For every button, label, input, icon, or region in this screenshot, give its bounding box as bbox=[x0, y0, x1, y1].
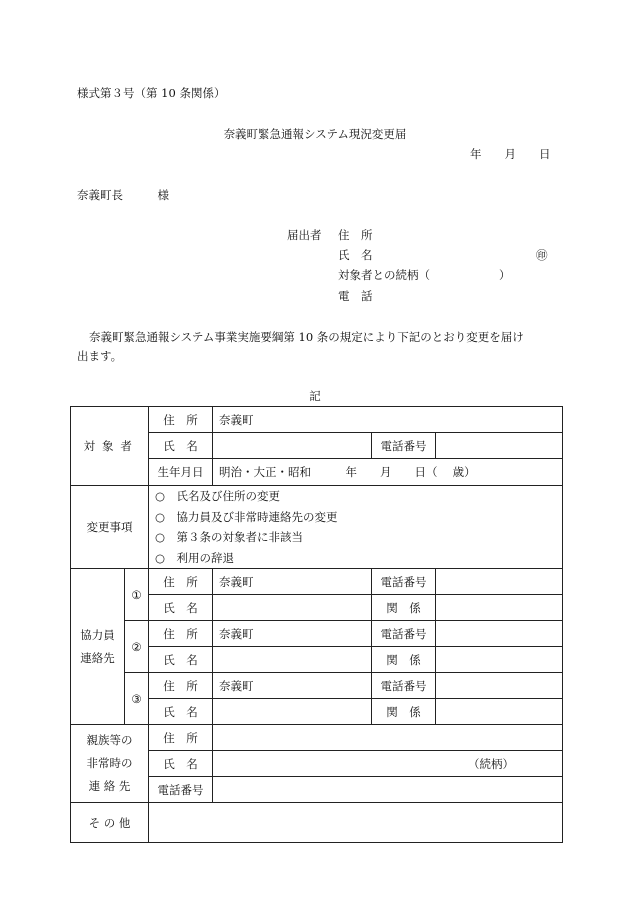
helper3-phone-value bbox=[436, 673, 563, 699]
date-line: 年 月 日 bbox=[470, 147, 551, 161]
change-option-3: ○ 第３条の対象者に非該当 bbox=[155, 530, 304, 544]
subject-address-value: 奈義町 bbox=[213, 407, 563, 433]
helper1-phone-label: 電話番号 bbox=[372, 569, 436, 595]
form-title: 奈義町緊急通報システム現況変更届 bbox=[223, 127, 407, 141]
change-option-4: ○ 利用の辞退 bbox=[155, 550, 235, 565]
applicant-name-label: 氏 名 bbox=[338, 248, 373, 262]
subject-phone-label: 電話番号 bbox=[372, 433, 436, 459]
subject-birth-value: 明治・大正・昭和 年 月 日（ 歳） bbox=[213, 459, 563, 486]
body-text-line-2: 出ます。 bbox=[77, 349, 123, 363]
applicant-address-label: 住 所 bbox=[338, 228, 373, 242]
change-option-1: ○ 氏名及び住所の変更 bbox=[155, 489, 281, 503]
relatives-label-line3: 連 絡 先 bbox=[88, 779, 131, 793]
helper-number-2: ② bbox=[125, 621, 149, 673]
change-label: 変更事項 bbox=[71, 486, 149, 569]
helper2-relation-value bbox=[436, 647, 563, 673]
change-options bbox=[149, 486, 563, 569]
applicant-label: 届出者 bbox=[287, 228, 322, 242]
form-number: 様式第３号（第 10 条関係） bbox=[77, 86, 226, 100]
helpers-label-line2: 連絡先 bbox=[80, 650, 115, 665]
helper1-phone-value bbox=[436, 569, 563, 595]
subject-name-label: 氏 名 bbox=[149, 433, 213, 459]
helper2-address-value: 奈義町 bbox=[213, 621, 372, 647]
helper3-phone-label: 電話番号 bbox=[372, 673, 436, 699]
helper1-name-value bbox=[213, 595, 372, 621]
helper-number-1: ① bbox=[125, 569, 149, 621]
helper2-relation-label: 関 係 bbox=[372, 647, 436, 673]
relatives-address-label: 住 所 bbox=[149, 725, 213, 751]
other-value bbox=[149, 803, 563, 843]
helper1-address-value: 奈義町 bbox=[213, 569, 372, 595]
applicant-phone-label: 電 話 bbox=[338, 289, 373, 303]
helper2-name-value bbox=[213, 647, 372, 673]
relatives-label bbox=[71, 725, 149, 803]
helper1-relation-value bbox=[436, 595, 563, 621]
relatives-address-value bbox=[213, 725, 563, 751]
relatives-relation-note: （続柄） bbox=[213, 751, 563, 777]
applicant-relation-label: 対象者との続柄（ ） bbox=[338, 268, 511, 282]
helpers-label-line1: 協力員 bbox=[80, 627, 115, 642]
addressee: 奈義町長 様 bbox=[77, 188, 169, 202]
seal-mark: ㊞ bbox=[536, 248, 548, 262]
helper3-address-label: 住 所 bbox=[149, 673, 213, 699]
helper-number-3: ③ bbox=[125, 673, 149, 725]
relatives-phone-value bbox=[213, 777, 563, 803]
body-text-line-1: 奈義町緊急通報システム事業実施要綱第 10 条の規定により下記のとおり変更を届け bbox=[89, 330, 524, 344]
relatives-name-label: 氏 名 bbox=[149, 751, 213, 777]
subject-birth-label: 生年月日 bbox=[149, 459, 213, 486]
helper3-relation-value bbox=[436, 699, 563, 725]
helper2-phone-label: 電話番号 bbox=[372, 621, 436, 647]
subject-address-label: 住 所 bbox=[149, 407, 213, 433]
relatives-phone-label: 電話番号 bbox=[149, 777, 213, 803]
relatives-label-line1: 親族等の bbox=[86, 733, 133, 747]
subject-name-value bbox=[213, 433, 372, 459]
relatives-label-line2: 非常時の bbox=[86, 756, 133, 770]
helper2-phone-value bbox=[436, 621, 563, 647]
helper3-name-label: 氏 名 bbox=[149, 699, 213, 725]
helper3-name-value bbox=[213, 699, 372, 725]
helper2-address-label: 住 所 bbox=[149, 621, 213, 647]
helper1-relation-label: 関 係 bbox=[372, 595, 436, 621]
change-option-2: ○ 協力員及び非常時連絡先の変更 bbox=[155, 509, 338, 524]
subject-label: 対象者 bbox=[71, 407, 149, 486]
ki-heading: 記 bbox=[309, 389, 321, 403]
helper1-address-label: 住 所 bbox=[149, 569, 213, 595]
subject-phone-value bbox=[436, 433, 563, 459]
helper3-relation-label: 関 係 bbox=[372, 699, 436, 725]
other-label: そ の 他 bbox=[71, 803, 149, 843]
helpers-label bbox=[71, 569, 125, 725]
helper3-address-value: 奈義町 bbox=[213, 673, 372, 699]
helper2-name-label: 氏 名 bbox=[149, 647, 213, 673]
helper1-name-label: 氏 名 bbox=[149, 595, 213, 621]
change-form-table bbox=[70, 406, 563, 843]
